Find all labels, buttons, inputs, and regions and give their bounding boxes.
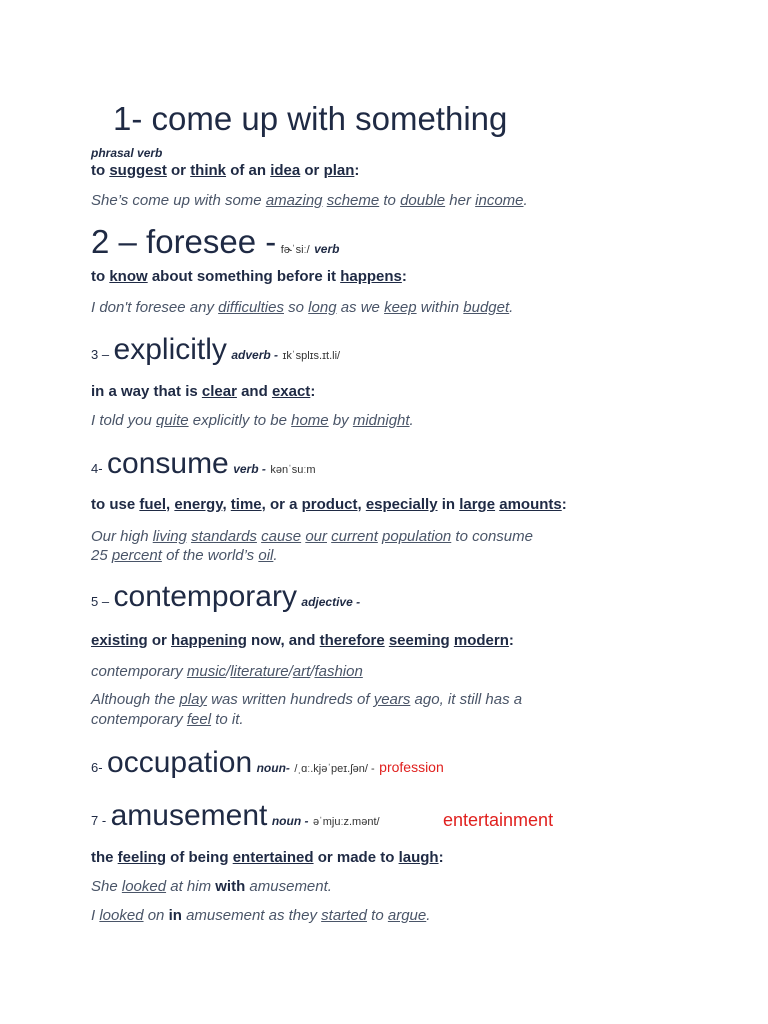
text-run: at him [166, 878, 216, 895]
entry-2-heading-line [91, 222, 339, 270]
linked-word[interactable]: home [291, 412, 329, 429]
text-run: : [438, 849, 444, 866]
text-run: to [91, 162, 110, 179]
linked-word[interactable]: looked [99, 907, 144, 924]
linked-word[interactable]: argue [387, 907, 427, 924]
linked-word[interactable]: our [305, 528, 327, 545]
entry-7-example-line-1 [91, 878, 332, 895]
entry-4-pos: verb - [233, 462, 266, 476]
linked-word[interactable]: modern [453, 632, 509, 649]
entry-4-example-line-1 [91, 528, 533, 545]
entry-1-heading: 1- come up with something [113, 100, 508, 137]
linked-word[interactable]: income [475, 192, 524, 209]
entry-5-example-line-3 [91, 711, 244, 728]
text-run: She [91, 878, 122, 895]
entry-5-example-line-2 [91, 691, 522, 708]
linked-word[interactable]: percent [111, 547, 162, 564]
linked-word[interactable]: long [308, 299, 337, 316]
linked-word[interactable]: scheme [326, 192, 380, 209]
entry-5-heading-line [91, 578, 360, 621]
linked-word[interactable]: time [230, 496, 262, 513]
text-run: . [426, 907, 431, 924]
text-run: / [226, 663, 231, 680]
entry-4-word: consume [107, 447, 229, 480]
entry-7-number: 7 - [91, 813, 107, 828]
text-run: , [166, 496, 175, 513]
text-run: or [147, 632, 172, 649]
linked-word[interactable]: looked [121, 878, 167, 895]
linked-word[interactable]: cause [261, 528, 302, 545]
entry-7-definition [91, 849, 444, 866]
text-run: Although the [91, 691, 180, 708]
linked-word[interactable]: art [292, 663, 311, 680]
text-run: of the world’s [161, 547, 259, 564]
entry-7-pos: noun - [271, 814, 309, 828]
text-run: within [416, 299, 464, 316]
text-run: : [561, 496, 567, 513]
text-run: or made to [313, 849, 399, 866]
text-run: . [273, 547, 278, 564]
text-run: explicitly to be [188, 412, 292, 429]
entry-3-example [91, 412, 414, 429]
entry-2-word: 2 – foresee - [91, 223, 277, 260]
entry-6-word: occupation [107, 746, 253, 779]
text-run: of being [166, 849, 233, 866]
linked-word[interactable]: literature [230, 663, 289, 680]
entry-2-pos: verb [314, 242, 340, 256]
linked-word[interactable]: fashion [314, 663, 363, 680]
text-run: on [143, 907, 169, 924]
entry-1-example [91, 192, 528, 209]
text-run: to [379, 192, 401, 209]
entry-2-example [91, 299, 513, 316]
entry-5-number: 5 – [91, 594, 110, 609]
linked-word[interactable]: clear [201, 383, 237, 400]
entry-7-synonym: entertainment [443, 810, 554, 830]
entry-4-definition [91, 496, 567, 513]
linked-word[interactable]: therefore [319, 632, 385, 649]
linked-word[interactable]: music [186, 663, 227, 680]
text-run: in [437, 496, 460, 513]
entry-3-number: 3 – [91, 347, 110, 362]
linked-word[interactable]: happening [171, 632, 247, 649]
linked-word[interactable]: years [373, 691, 411, 708]
linked-word[interactable]: current [331, 528, 378, 545]
entry-5-example-line-1 [91, 663, 363, 680]
linked-word[interactable]: play [179, 691, 207, 708]
text-run: 25 [91, 547, 112, 564]
linked-word[interactable]: difficulties [218, 299, 284, 316]
text-run: / [288, 663, 293, 680]
linked-word[interactable]: know [109, 268, 148, 285]
entry-7-heading-line [91, 797, 380, 841]
linked-word[interactable]: existing [91, 632, 148, 649]
text-run: , [222, 496, 231, 513]
entry-6-number: 6- [91, 760, 103, 775]
text-run: I don't foresee any [91, 299, 219, 316]
text-run: I [91, 907, 100, 924]
linked-word[interactable]: energy [174, 496, 223, 513]
linked-word[interactable]: idea [270, 162, 301, 179]
linked-word[interactable]: fuel [139, 496, 167, 513]
linked-word[interactable]: especially [365, 496, 438, 513]
text-run: contemporary [91, 711, 187, 728]
text-run: Our high [91, 528, 153, 545]
text-run: or [300, 162, 324, 179]
linked-word[interactable]: laugh [398, 849, 439, 866]
text-run: to [91, 268, 110, 285]
text-run: contemporary [91, 663, 187, 680]
entry-7-example-line-2 [91, 907, 430, 924]
entry-6-ipa: /ˌɑː.kjəˈpeɪ.ʃən/ - [294, 763, 375, 775]
text-run: , [357, 496, 366, 513]
text-run: in a way that is [91, 383, 202, 400]
linked-word[interactable]: oil [258, 547, 274, 564]
entry-7-ipa: əˈmjuːz.mənt/ [312, 816, 380, 828]
linked-word[interactable]: feel [186, 711, 212, 728]
entry-5-pos: adjective - [301, 595, 361, 609]
text-run: ago, it still has a [410, 691, 523, 708]
entry-1-pos: phrasal verb [91, 146, 163, 160]
text-run: , or a [261, 496, 302, 513]
entry-3-heading-line [91, 332, 340, 374]
text-run: with [215, 878, 246, 895]
text-run: about something before it [147, 268, 341, 285]
linked-word[interactable]: plan [323, 162, 355, 179]
text-run: : [508, 632, 514, 649]
linked-word[interactable]: entertained [232, 849, 314, 866]
text-run: : [354, 162, 360, 179]
entry-4-example-line-2 [91, 547, 278, 564]
text-run: her [445, 192, 476, 209]
linked-word[interactable]: amazing [265, 192, 323, 209]
text-run: . [523, 192, 528, 209]
linked-word[interactable]: amounts [499, 496, 562, 513]
entry-3-ipa: ɪkˈsplɪs.ɪt.li/ [282, 350, 341, 362]
linked-word[interactable]: quite [156, 412, 189, 429]
text-run: to use [91, 496, 140, 513]
linked-word[interactable]: think [190, 162, 227, 179]
linked-word[interactable]: started [321, 907, 368, 924]
text-run: She’s come up with some [91, 192, 266, 209]
text-run: : [310, 383, 316, 400]
entry-4-ipa: kənˈsuːm [270, 464, 316, 476]
entry-2-definition [91, 268, 407, 285]
linked-word[interactable]: population [382, 528, 452, 545]
linked-word[interactable]: double [400, 192, 446, 209]
entry-3-definition [91, 383, 315, 400]
linked-word[interactable]: seeming [388, 632, 450, 649]
text-run: was written hundreds of [206, 691, 374, 708]
text-run: to [367, 907, 388, 924]
linked-word[interactable]: product [301, 496, 358, 513]
entry-6-pos: noun- [256, 761, 290, 775]
text-run: now, and [246, 632, 320, 649]
text-run: to it. [211, 711, 244, 728]
text-run: so [283, 299, 309, 316]
linked-word[interactable]: budget [463, 299, 510, 316]
entry-6-synonym: profession [379, 759, 444, 775]
text-run: . [409, 412, 414, 429]
text-run: or [166, 162, 191, 179]
linked-word[interactable]: keep [384, 299, 417, 316]
entry-4-heading-line [91, 446, 316, 488]
linked-word[interactable]: living [152, 528, 187, 545]
text-run: and [236, 383, 272, 400]
entry-3-pos: adverb - [231, 348, 279, 362]
text-run: by [328, 412, 353, 429]
text-run: in [168, 907, 182, 924]
text-run: the [91, 849, 118, 866]
linked-word[interactable]: midnight [352, 412, 410, 429]
linked-word[interactable]: exact [271, 383, 311, 400]
linked-word[interactable]: large [459, 496, 496, 513]
entry-6-heading-line [91, 744, 444, 788]
entry-7-word: amusement [110, 799, 268, 832]
text-run: amusement. [245, 878, 332, 895]
entry-2-ipa: fɚˈsiː/ [280, 244, 310, 256]
entry-4-number: 4- [91, 461, 103, 476]
linked-word[interactable]: feeling [117, 849, 167, 866]
entry-3-word: explicitly [113, 333, 227, 366]
text-run: : [401, 268, 407, 285]
linked-word[interactable]: standards [191, 528, 257, 545]
text-run: / [310, 663, 315, 680]
text-run: . [509, 299, 514, 316]
entry-1-definition [91, 162, 359, 179]
text-run: amusement as they [181, 907, 322, 924]
text-run: of an [226, 162, 271, 179]
text-run: as we [336, 299, 385, 316]
text-run: I told you [91, 412, 157, 429]
linked-word[interactable]: suggest [109, 162, 167, 179]
entry-5-definition [91, 632, 514, 649]
linked-word[interactable]: happens [340, 268, 402, 285]
entry-5-word: contemporary [113, 580, 297, 613]
text-run: to consume [451, 528, 533, 545]
